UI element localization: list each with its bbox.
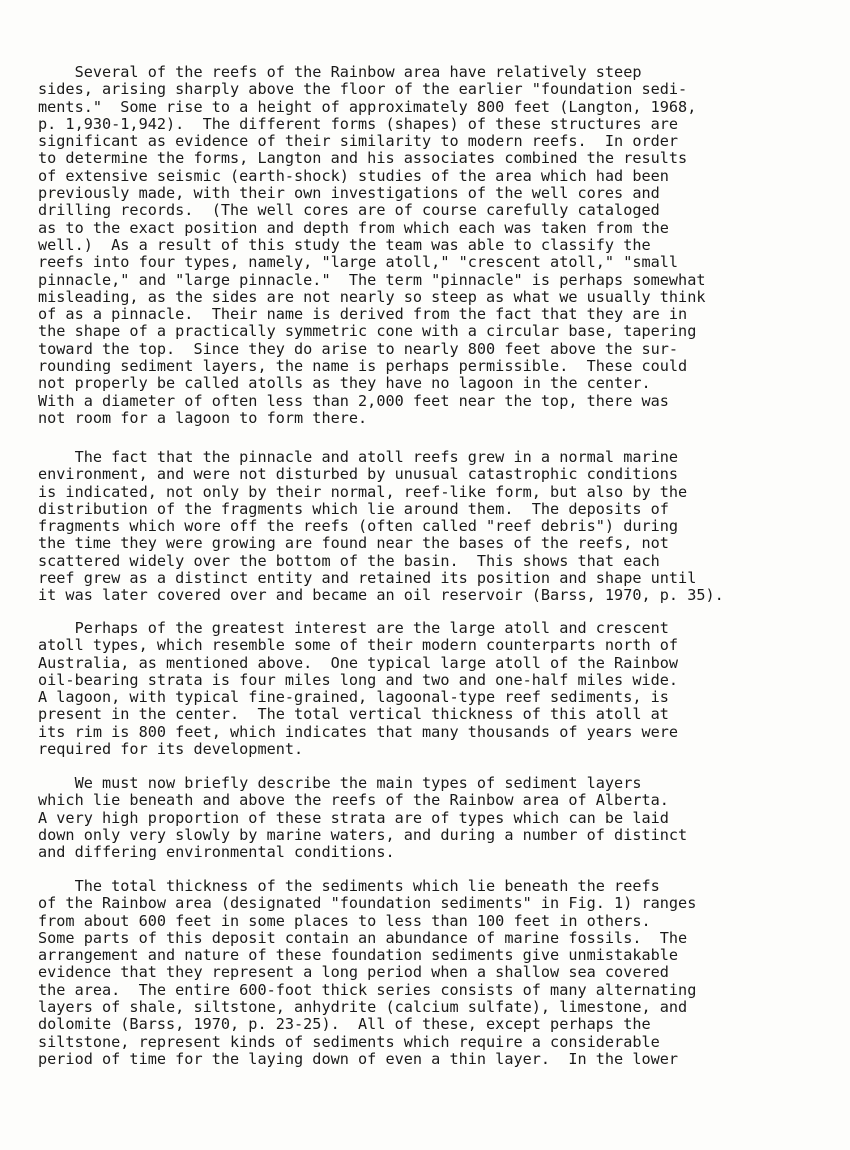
text-line: evidence that they represent a long period when a shallow sea covered: [38, 963, 669, 982]
text-line: reefs into four types, namely, "large atoll," "crescent atoll," "small: [38, 253, 679, 272]
text-line: toward the top. Since they do arise to nearly 800 feet above the sur-: [38, 339, 679, 358]
text-line: pinnacle," and "large pinnacle." The term "pinnacle" is perhaps somewhat: [38, 270, 706, 289]
text-line: the time they were growing are found near the bases of the reefs, not: [38, 534, 669, 553]
text-line: oil-bearing strata is four miles long and two and one-half miles wide.: [38, 670, 679, 689]
text-line: drilling records. (The well cores are of course carefully cataloged: [38, 201, 660, 220]
text-line: which lie beneath and above the reefs of the Rainbow area of Alberta.: [38, 791, 669, 810]
text-line: is indicated, not only by their normal, reef-like form, but also by the: [38, 482, 688, 501]
text-line: p. 1,930-1,942). The different forms (shapes) of these structures are: [38, 114, 679, 133]
text-line: Australia, as mentioned above. One typical large atoll of the Rainbow: [38, 653, 679, 672]
paragraph-3: [38, 620, 828, 758]
text-line: from about 600 feet in some places to less than 100 feet in others.: [38, 911, 651, 930]
text-line: ments." Some rise to a height of approximately 800 feet (Langton, 1968,: [38, 97, 697, 116]
text-line: Some parts of this deposit contain an abundance of marine fossils. The: [38, 928, 688, 947]
text-line: present in the center. The total vertical thickness of this atoll at: [38, 705, 669, 724]
text-line: of extensive seismic (earth-shock) studies of the area which had been: [38, 166, 669, 185]
text-line: With a diameter of often less than 2,000 feet near the top, there was: [38, 391, 669, 410]
text-line: reef grew as a distinct entity and retained its position and shape until: [38, 569, 697, 588]
text-line: significant as evidence of their similarity to modern reefs. In order: [38, 132, 679, 151]
paragraph-2: [38, 449, 828, 605]
text-line: and differing environmental conditions.: [38, 843, 395, 862]
text-line: down only very slowly by marine waters, and during a number of distinct: [38, 825, 688, 844]
text-line: A lagoon, with typical fine-grained, lagoonal-type reef sediments, is: [38, 688, 669, 707]
text-line: scattered widely over the bottom of the basin. This shows that each: [38, 551, 660, 570]
text-line: of the Rainbow area (designated "foundation sediments" in Fig. 1) ranges: [38, 894, 697, 913]
text-line: environment, and were not disturbed by unusual catastrophic conditions: [38, 465, 679, 484]
text-line: rounding sediment layers, the name is perhaps permissible. These could: [38, 357, 688, 376]
text-line: layers of shale, siltstone, anhydrite (calcium sulfate), limestone, and: [38, 998, 688, 1017]
text-line: atoll types, which resemble some of their modern counterparts north of: [38, 636, 679, 655]
text-line: well.) As a result of this study the team was able to classify the: [38, 235, 651, 254]
text-line: previously made, with their own investigations of the well cores and: [38, 184, 660, 203]
text-line: misleading, as the sides are not nearly so steep as what we usually think: [38, 287, 706, 306]
text-line: period of time for the laying down of even a thin layer. In the lower: [38, 1049, 679, 1068]
text-line: A very high proportion of these strata are of types which can be laid: [38, 808, 669, 827]
text-line: Perhaps of the greatest interest are the large atoll and crescent: [38, 619, 669, 637]
text-line: siltstone, represent kinds of sediments which require a considerable: [38, 1032, 660, 1051]
text-line: Several of the reefs of the Rainbow area have relatively steep: [38, 63, 642, 81]
text-line: of as a pinnacle. Their name is derived from the fact that they are in: [38, 305, 688, 324]
text-line: the area. The entire 600-foot thick series consists of many alternating: [38, 980, 697, 999]
text-line: arrangement and nature of these foundation sediments give unmistakable: [38, 946, 679, 965]
text-line: The total thickness of the sediments which lie beneath the reefs: [38, 877, 660, 895]
paragraph-1: [38, 64, 828, 427]
text-line: fragments which wore off the reefs (often called "reef debris") during: [38, 517, 679, 536]
text-line: The fact that the pinnacle and atoll reefs grew in a normal marine: [38, 448, 679, 466]
text-line: to determine the forms, Langton and his associates combined the results: [38, 149, 688, 168]
text-line: as to the exact position and depth from which each was taken from the: [38, 218, 669, 237]
text-line: it was later covered over and became an oil reservoir (Barss, 1970, p. 35).: [38, 586, 724, 605]
text-line: not room for a lagoon to form there.: [38, 408, 368, 427]
text-line: its rim is 800 feet, which indicates that many thousands of years were: [38, 722, 679, 741]
text-line: required for its development.: [38, 740, 304, 759]
text-line: not properly be called atolls as they have no lagoon in the center.: [38, 374, 651, 393]
text-line: We must now briefly describe the main types of sediment layers: [38, 774, 642, 792]
text-line: distribution of the fragments which lie around them. The deposits of: [38, 499, 669, 518]
text-line: dolomite (Barss, 1970, p. 23-25). All of these, except perhaps the: [38, 1015, 651, 1034]
text-line: sides, arising sharply above the floor of the earlier "foundation sedi-: [38, 80, 688, 99]
paragraph-5: [38, 878, 828, 1068]
text-line: the shape of a practically symmetric cone with a circular base, tapering: [38, 322, 697, 341]
paragraph-4: [38, 775, 828, 861]
